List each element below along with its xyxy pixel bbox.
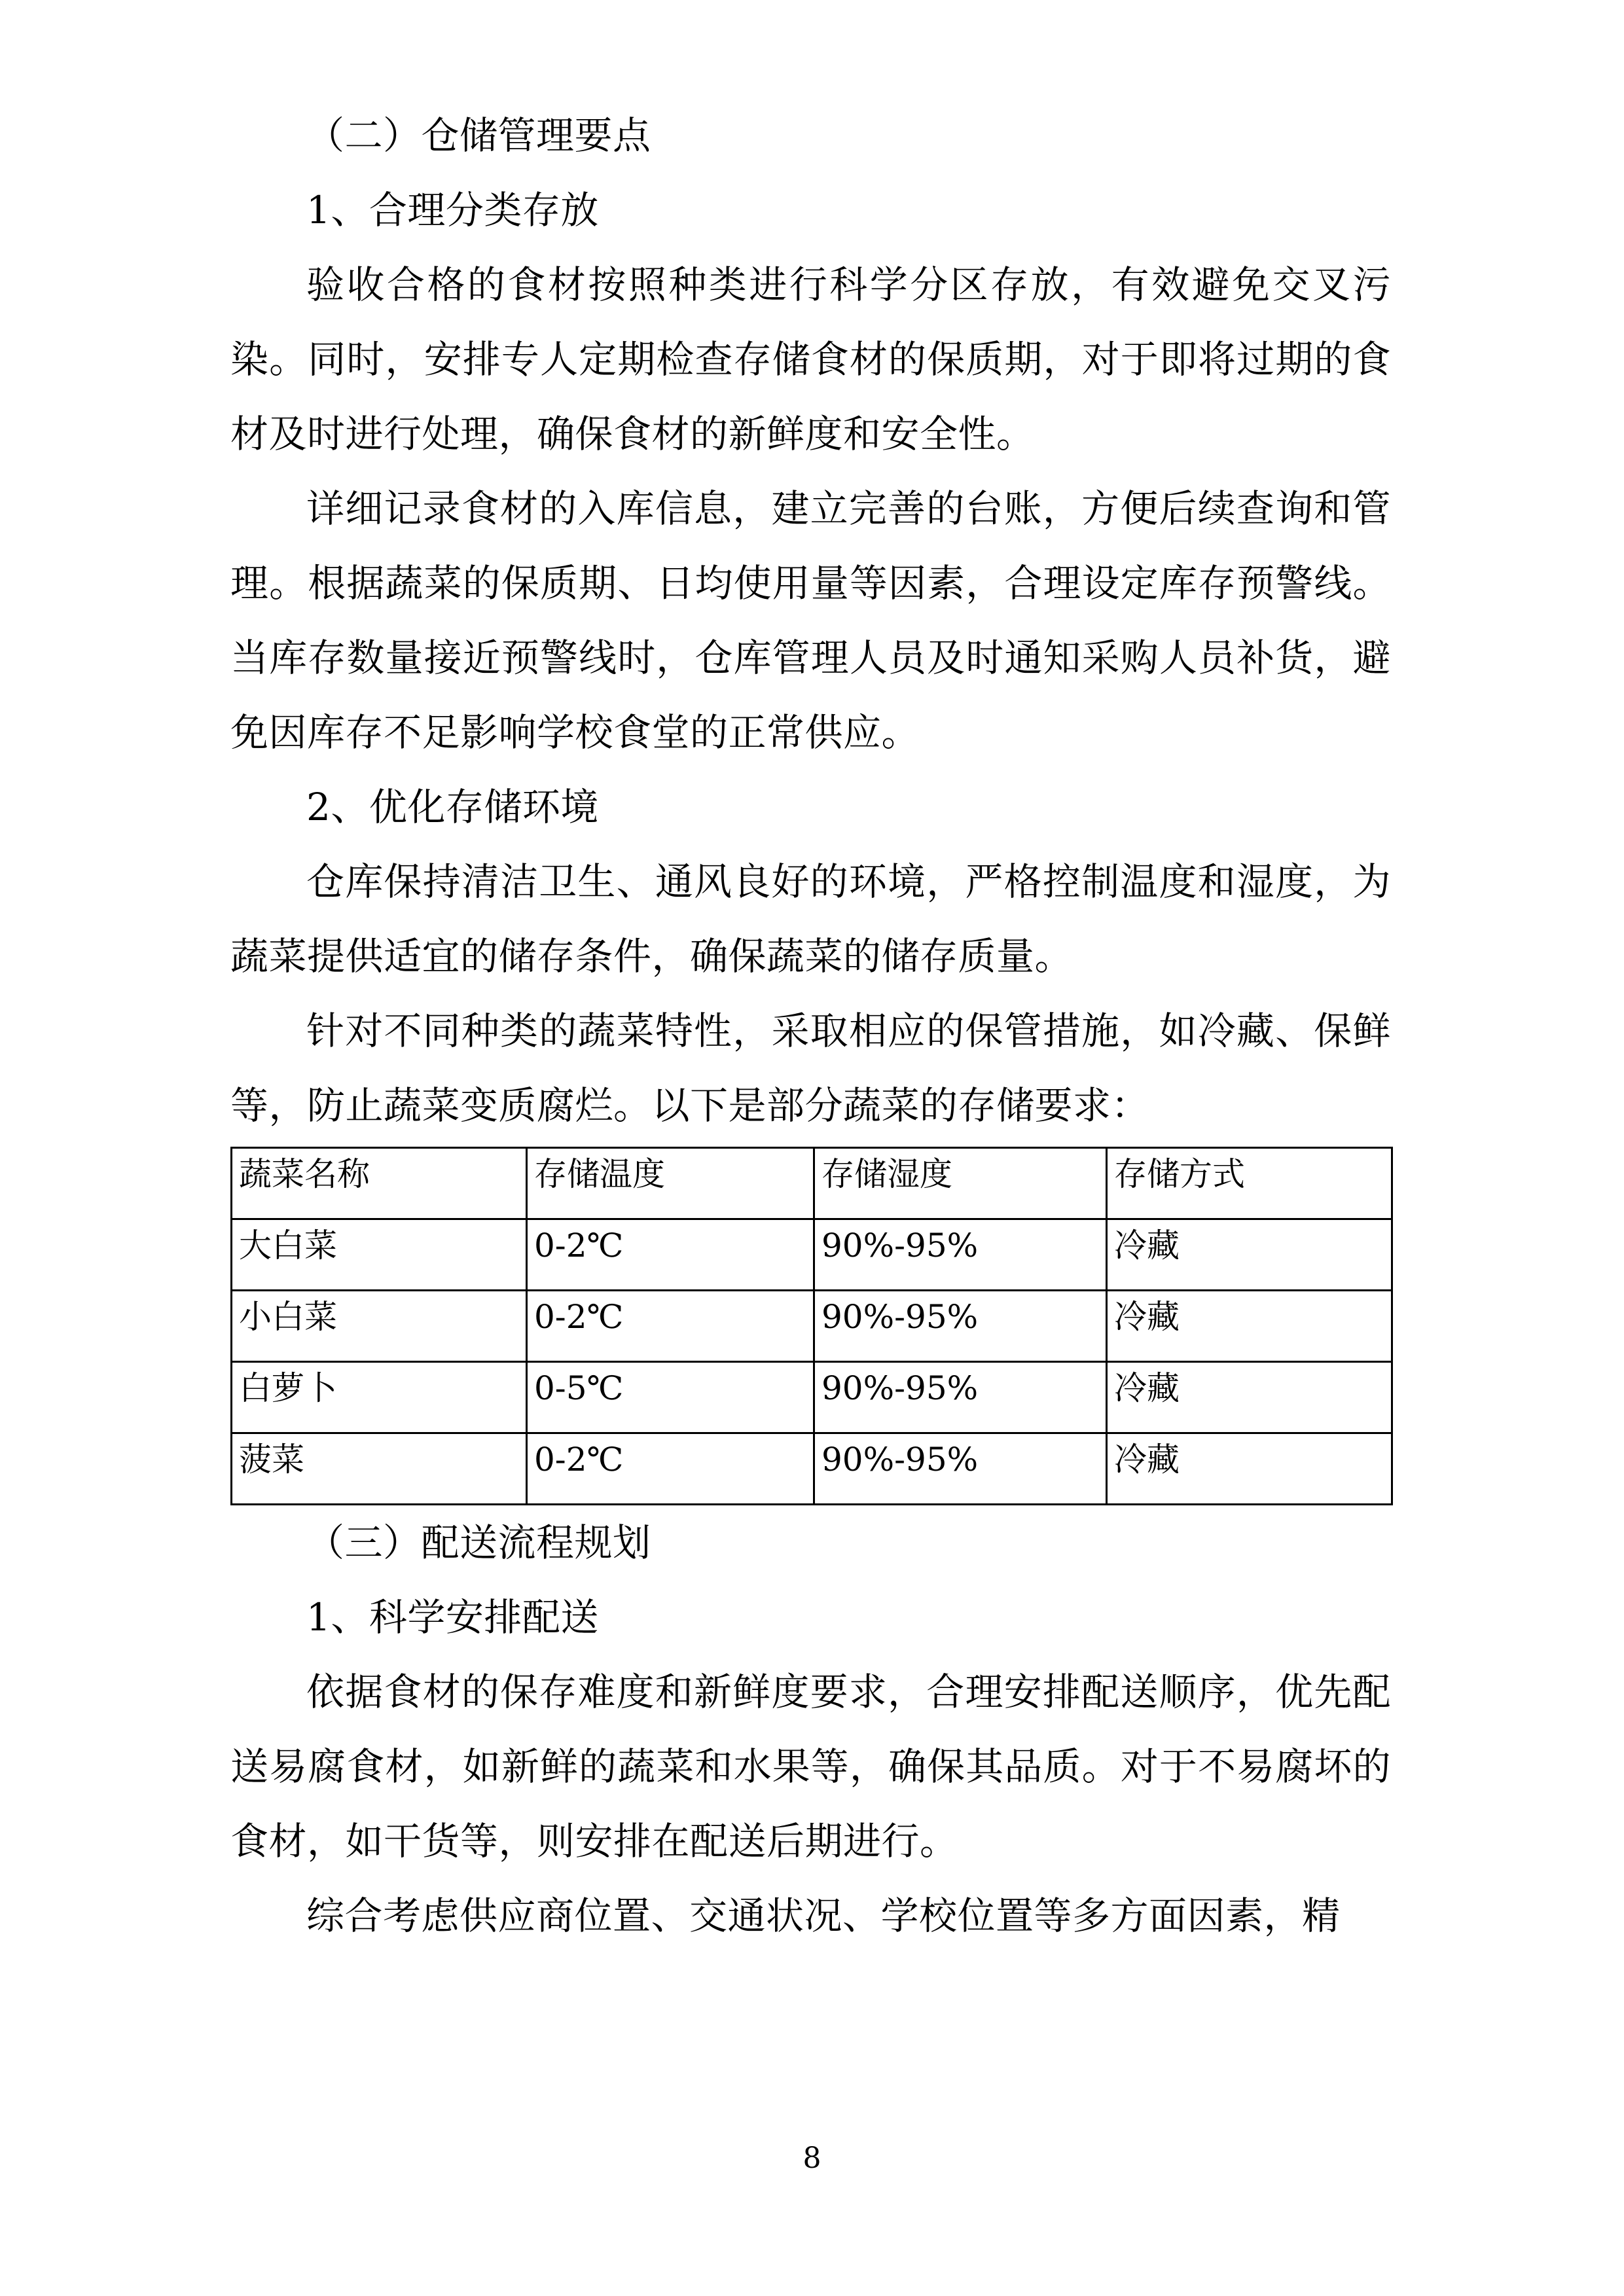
table-cell: 90%-95% [814, 1433, 1107, 1505]
table-row [232, 1362, 1392, 1433]
table-cell: 0-5℃ [527, 1362, 814, 1433]
subsection-heading-classify: 1、合理分类存放 [306, 188, 599, 232]
table-cell: 0-2℃ [527, 1433, 814, 1505]
table-row [232, 1291, 1392, 1362]
subsection-heading-environment: 2、优化存储环境 [306, 785, 599, 829]
paragraph-inbound-records: 详细记录食材的入库信息，建立完善的台账，方便后续查询和管理。根据蔬菜的保质期、日均使用量等因素，合理设定库存预警线。当库存数量接近预警线时，仓库管理人员及时通知采购人员补货，避免因库存不足影响学校食堂的正常供应。 [230, 486, 1391, 755]
table-header-cell: 存储温度 [527, 1148, 814, 1219]
table-row [232, 1433, 1392, 1505]
table-cell: 冷藏 [1107, 1219, 1392, 1291]
paragraph-delivery-order: 依据食材的保存难度和新鲜度要求，合理安排配送顺序，优先配送易腐食材，如新鲜的蔬菜和水果等，确保其品质。对于不易腐坏的食材，如干货等，则安排在配送后期进行。 [230, 1670, 1391, 1863]
table-cell: 白萝卜 [232, 1362, 527, 1433]
table-row [232, 1219, 1392, 1291]
paragraph-preservation-intro: 针对不同种类的蔬菜特性，采取相应的保管措施，如冷藏、保鲜等，防止蔬菜变质腐烂。以下是部分蔬菜的存储要求： [230, 1009, 1391, 1128]
table-header-cell: 存储方式 [1107, 1148, 1392, 1219]
vegetable-storage-table [230, 1147, 1393, 1505]
table-cell: 90%-95% [814, 1291, 1107, 1362]
section-heading-delivery: （三）配送流程规划 [306, 1520, 651, 1565]
paragraph-route-factors: 综合考虑供应商位置、交通状况、学校位置等多方面因素，精 [306, 1893, 1341, 1938]
table-cell: 90%-95% [814, 1362, 1107, 1433]
table-cell: 小白菜 [232, 1291, 527, 1362]
table-cell: 90%-95% [814, 1219, 1107, 1291]
table-cell: 0-2℃ [527, 1219, 814, 1291]
section-heading-warehouse: （二）仓储管理要点 [306, 113, 651, 158]
table-cell: 冷藏 [1107, 1362, 1392, 1433]
table-header-row [232, 1148, 1392, 1219]
table-cell: 菠菜 [232, 1433, 527, 1505]
table-cell: 大白菜 [232, 1219, 527, 1291]
paragraph-warehouse-hygiene: 仓库保持清洁卫生、通风良好的环境，严格控制温度和湿度，为蔬菜提供适宜的储存条件，确保蔬菜的储存质量。 [230, 859, 1391, 978]
table-cell: 冷藏 [1107, 1291, 1392, 1362]
table-cell: 冷藏 [1107, 1433, 1392, 1505]
table-header-cell: 存储湿度 [814, 1148, 1107, 1219]
page-content [230, 98, 1391, 1953]
page-number: 8 [803, 2142, 821, 2175]
table-header-cell: 蔬菜名称 [232, 1148, 527, 1219]
subsection-heading-schedule: 1、科学安排配送 [306, 1595, 599, 1640]
paragraph-classified-storage: 验收合格的食材按照种类进行科学分区存放，有效避免交叉污染。同时，安排专人定期检查存储食材的保质期，对于即将过期的食材及时进行处理，确保食材的新鲜度和安全性。 [230, 262, 1391, 456]
table-cell: 0-2℃ [527, 1291, 814, 1362]
